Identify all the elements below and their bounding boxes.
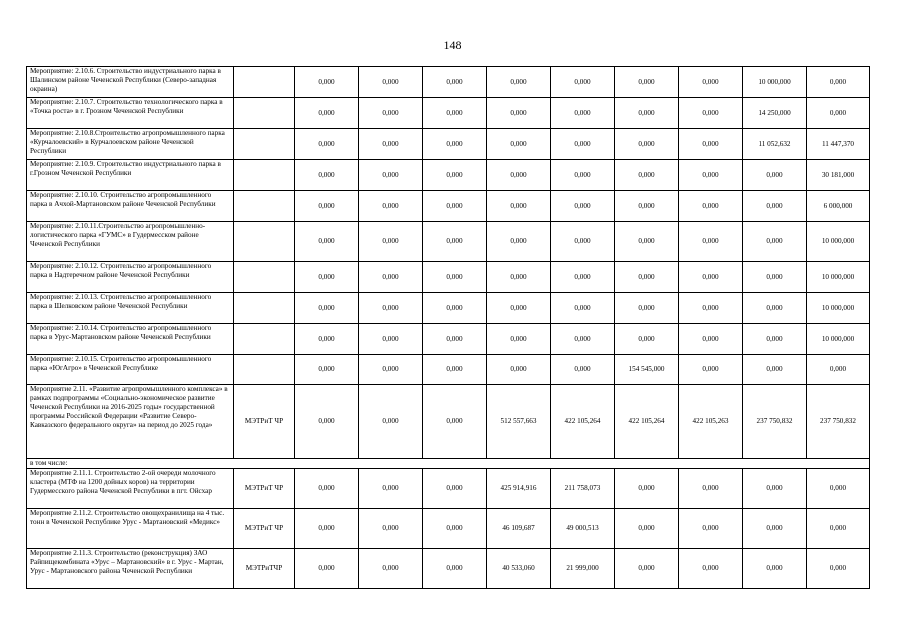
amount-cell: 0,000 [743, 355, 807, 385]
amount-cell: 11 052,632 [743, 129, 807, 160]
amount-cell: 0,000 [679, 324, 743, 355]
amount-cell: 0,000 [679, 355, 743, 385]
amount-cell: 0,000 [679, 549, 743, 589]
amount-cell: 40 533,060 [487, 549, 551, 589]
amount-cell: 0,000 [359, 385, 423, 459]
budget-table [26, 66, 870, 589]
responsible-executor [234, 293, 295, 324]
amount-cell: 0,000 [551, 129, 615, 160]
amount-cell: 0,000 [359, 129, 423, 160]
responsible-executor: МЭТРиТЧР [234, 549, 295, 589]
amount-cell: 0,000 [807, 355, 870, 385]
amount-cell: 0,000 [679, 67, 743, 98]
amount-cell: 0,000 [295, 385, 359, 459]
amount-cell: 0,000 [295, 469, 359, 509]
responsible-executor: МЭТРиТ ЧР [234, 385, 295, 459]
amount-cell: 0,000 [551, 355, 615, 385]
measure-description: Мероприятие: 2.10.7. Строительство технологического парка в «Точка роста» в г. Грозном Чеченской Республики [27, 98, 234, 129]
amount-cell: 0,000 [359, 355, 423, 385]
amount-cell: 0,000 [743, 293, 807, 324]
amount-cell: 0,000 [807, 67, 870, 98]
amount-cell: 0,000 [487, 191, 551, 222]
amount-cell: 0,000 [615, 509, 679, 549]
amount-cell: 0,000 [743, 160, 807, 191]
amount-cell: 211 758,073 [551, 469, 615, 509]
responsible-executor: МЭТРиТ ЧР [234, 509, 295, 549]
amount-cell: 0,000 [359, 98, 423, 129]
amount-cell: 0,000 [743, 262, 807, 293]
amount-cell: 14 250,000 [743, 98, 807, 129]
amount-cell: 0,000 [295, 67, 359, 98]
table-row [27, 262, 870, 293]
measure-description: Мероприятие 2.11.3. Строительство (реконструкция) ЗАО Райпищекомбината «Урус – Мартановский» в г. Урус - Мартан, Урус - Мартановского района Чеченской Республики [27, 549, 234, 589]
measure-description: Мероприятие: 2.10.9. Строительство индустриального парка в г.Грозном Чеченской Республики [27, 160, 234, 191]
amount-cell: 0,000 [679, 262, 743, 293]
page-number: 148 [443, 38, 462, 52]
amount-cell: 0,000 [359, 293, 423, 324]
amount-cell: 0,000 [423, 262, 487, 293]
amount-cell: 0,000 [743, 324, 807, 355]
amount-cell: 0,000 [295, 160, 359, 191]
amount-cell: 0,000 [679, 129, 743, 160]
amount-cell: 0,000 [551, 262, 615, 293]
amount-cell: 49 000,513 [551, 509, 615, 549]
table-section-row [27, 459, 870, 469]
amount-cell: 10 000,000 [807, 293, 870, 324]
amount-cell: 0,000 [551, 98, 615, 129]
amount-cell: 0,000 [615, 324, 679, 355]
amount-cell: 0,000 [679, 509, 743, 549]
amount-cell: 0,000 [295, 262, 359, 293]
amount-cell: 0,000 [743, 222, 807, 262]
amount-cell: 425 914,916 [487, 469, 551, 509]
measure-description: Мероприятие: 2.10.10. Строительство агропромышленного парка в Ачхой-Мартановском районе Чеченской Республики [27, 191, 234, 222]
measure-description: Мероприятие: 2.10.14. Строительство агропромышленного парка в Урус-Мартановском районе Чеченской Республики [27, 324, 234, 355]
measure-description: Мероприятие: 2.10.6. Строительство индустриального парка в Шалинском районе Чеченской Республики (Северо-западная окраина) [27, 67, 234, 98]
amount-cell: 11 447,370 [807, 129, 870, 160]
amount-cell: 237 750,832 [743, 385, 807, 459]
amount-cell: 21 999,000 [551, 549, 615, 589]
amount-cell: 0,000 [423, 355, 487, 385]
amount-cell: 0,000 [679, 222, 743, 262]
amount-cell: 0,000 [615, 67, 679, 98]
amount-cell: 0,000 [359, 160, 423, 191]
responsible-executor [234, 191, 295, 222]
amount-cell: 0,000 [423, 469, 487, 509]
amount-cell: 0,000 [423, 160, 487, 191]
responsible-executor [234, 98, 295, 129]
amount-cell: 0,000 [295, 509, 359, 549]
amount-cell: 0,000 [359, 469, 423, 509]
amount-cell: 0,000 [359, 191, 423, 222]
table-row [27, 222, 870, 262]
amount-cell: 0,000 [487, 160, 551, 191]
table-row [27, 191, 870, 222]
responsible-executor: МЭТРиТ ЧР [234, 469, 295, 509]
amount-cell: 0,000 [487, 355, 551, 385]
amount-cell: 0,000 [359, 67, 423, 98]
amount-cell: 0,000 [743, 509, 807, 549]
amount-cell: 0,000 [423, 549, 487, 589]
amount-cell: 0,000 [807, 509, 870, 549]
amount-cell: 0,000 [615, 160, 679, 191]
measure-description: Мероприятие: 2.10.13. Строительство агропромышленного парка в Шелковском районе Чеченской Республики [27, 293, 234, 324]
responsible-executor [234, 67, 295, 98]
amount-cell: 0,000 [615, 222, 679, 262]
table-row [27, 469, 870, 509]
amount-cell: 422 105,264 [615, 385, 679, 459]
measure-description: Мероприятие 2.11.1. Строительство 2-ой очереди молочного кластера (МТФ на 1200 дойных коров) на территории Гудермесского района Чеченской Республики в пгт. Ойсхар [27, 469, 234, 509]
amount-cell: 10 000,000 [807, 222, 870, 262]
measure-description: Мероприятие: 2.10.12. Строительство агропромышленного парка в Надтеречном районе Чеченской Республики [27, 262, 234, 293]
amount-cell: 0,000 [487, 67, 551, 98]
amount-cell: 6 000,000 [807, 191, 870, 222]
amount-cell: 0,000 [423, 67, 487, 98]
amount-cell: 10 000,000 [807, 324, 870, 355]
amount-cell: 0,000 [615, 293, 679, 324]
amount-cell: 0,000 [551, 222, 615, 262]
amount-cell: 0,000 [679, 98, 743, 129]
amount-cell: 0,000 [487, 98, 551, 129]
table-row [27, 98, 870, 129]
amount-cell: 0,000 [295, 355, 359, 385]
amount-cell: 0,000 [359, 324, 423, 355]
amount-cell: 0,000 [359, 262, 423, 293]
table-row [27, 160, 870, 191]
responsible-executor [234, 129, 295, 160]
amount-cell: 237 750,832 [807, 385, 870, 459]
amount-cell: 30 181,000 [807, 160, 870, 191]
amount-cell: 0,000 [615, 549, 679, 589]
amount-cell: 0,000 [743, 549, 807, 589]
amount-cell: 0,000 [295, 293, 359, 324]
amount-cell: 422 105,264 [551, 385, 615, 459]
responsible-executor [234, 222, 295, 262]
amount-cell: 0,000 [551, 324, 615, 355]
amount-cell: 0,000 [807, 549, 870, 589]
amount-cell: 0,000 [423, 98, 487, 129]
amount-cell: 0,000 [615, 191, 679, 222]
amount-cell: 0,000 [615, 469, 679, 509]
amount-cell: 0,000 [679, 469, 743, 509]
table-row [27, 509, 870, 549]
amount-cell: 0,000 [359, 222, 423, 262]
amount-cell: 0,000 [551, 293, 615, 324]
amount-cell: 0,000 [423, 191, 487, 222]
amount-cell: 0,000 [359, 509, 423, 549]
amount-cell: 0,000 [487, 293, 551, 324]
amount-cell: 0,000 [551, 160, 615, 191]
table-row [27, 67, 870, 98]
responsible-executor [234, 355, 295, 385]
measure-description: Мероприятие 2.11. «Развитие агропромышленного комплекса» в рамках подпрограммы «Социально-экономическое развитие Чеченской Республики на 2016-2025 годы» государственной программы Российской Федерации «Развитие Северо-Кавказского федерального округа» на период до 2025 года» [27, 385, 234, 459]
amount-cell: 0,000 [551, 191, 615, 222]
amount-cell: 0,000 [295, 129, 359, 160]
responsible-executor [234, 160, 295, 191]
measure-description: Мероприятие: 2.10.15. Строительство агропромышленного парка «ЮгАгро» в Чеченской Республике [27, 355, 234, 385]
amount-cell: 0,000 [423, 324, 487, 355]
amount-cell: 0,000 [615, 129, 679, 160]
table-row [27, 293, 870, 324]
amount-cell: 512 557,663 [487, 385, 551, 459]
amount-cell: 0,000 [807, 98, 870, 129]
table-row [27, 324, 870, 355]
amount-cell: 0,000 [295, 191, 359, 222]
measure-description: Мероприятие: 2.10.8.Строительство агропромышленного парка «Курчалоевский» в Курчалоевском районе Чеченской Республики [27, 129, 234, 160]
amount-cell: 0,000 [295, 324, 359, 355]
table-row [27, 385, 870, 459]
amount-cell: 154 545,000 [615, 355, 679, 385]
amount-cell: 0,000 [615, 262, 679, 293]
amount-cell: 0,000 [487, 324, 551, 355]
amount-cell: 0,000 [487, 262, 551, 293]
amount-cell: 10 000,000 [807, 262, 870, 293]
amount-cell: 0,000 [807, 469, 870, 509]
amount-cell: 46 109,687 [487, 509, 551, 549]
responsible-executor [234, 324, 295, 355]
amount-cell: 0,000 [679, 160, 743, 191]
amount-cell: 0,000 [487, 129, 551, 160]
measure-description: Мероприятие: 2.10.11.Строительство агропромышленно- логистического парка «ГУМС» в Гудермесском районе Чеченской Республики [27, 222, 234, 262]
table-row [27, 129, 870, 160]
measure-description: Мероприятие 2.11.2. Строительство овощехранилища на 4 тыс. тонн в Чеченской Республике Урус - Мартановский «Медикс» [27, 509, 234, 549]
amount-cell: 0,000 [487, 222, 551, 262]
amount-cell: 0,000 [423, 129, 487, 160]
amount-cell: 0,000 [679, 293, 743, 324]
amount-cell: 0,000 [295, 222, 359, 262]
amount-cell: 0,000 [743, 469, 807, 509]
amount-cell: 0,000 [295, 98, 359, 129]
table-row [27, 355, 870, 385]
amount-cell: 0,000 [423, 293, 487, 324]
amount-cell: 0,000 [679, 191, 743, 222]
responsible-executor [234, 262, 295, 293]
amount-cell: 422 105,263 [679, 385, 743, 459]
amount-cell: 0,000 [359, 549, 423, 589]
amount-cell: 10 000,000 [743, 67, 807, 98]
amount-cell: 0,000 [743, 191, 807, 222]
section-label: в том числе: [27, 459, 870, 469]
amount-cell: 0,000 [615, 98, 679, 129]
amount-cell: 0,000 [423, 385, 487, 459]
table-row [27, 549, 870, 589]
amount-cell: 0,000 [551, 67, 615, 98]
amount-cell: 0,000 [423, 222, 487, 262]
amount-cell: 0,000 [423, 509, 487, 549]
amount-cell: 0,000 [295, 549, 359, 589]
